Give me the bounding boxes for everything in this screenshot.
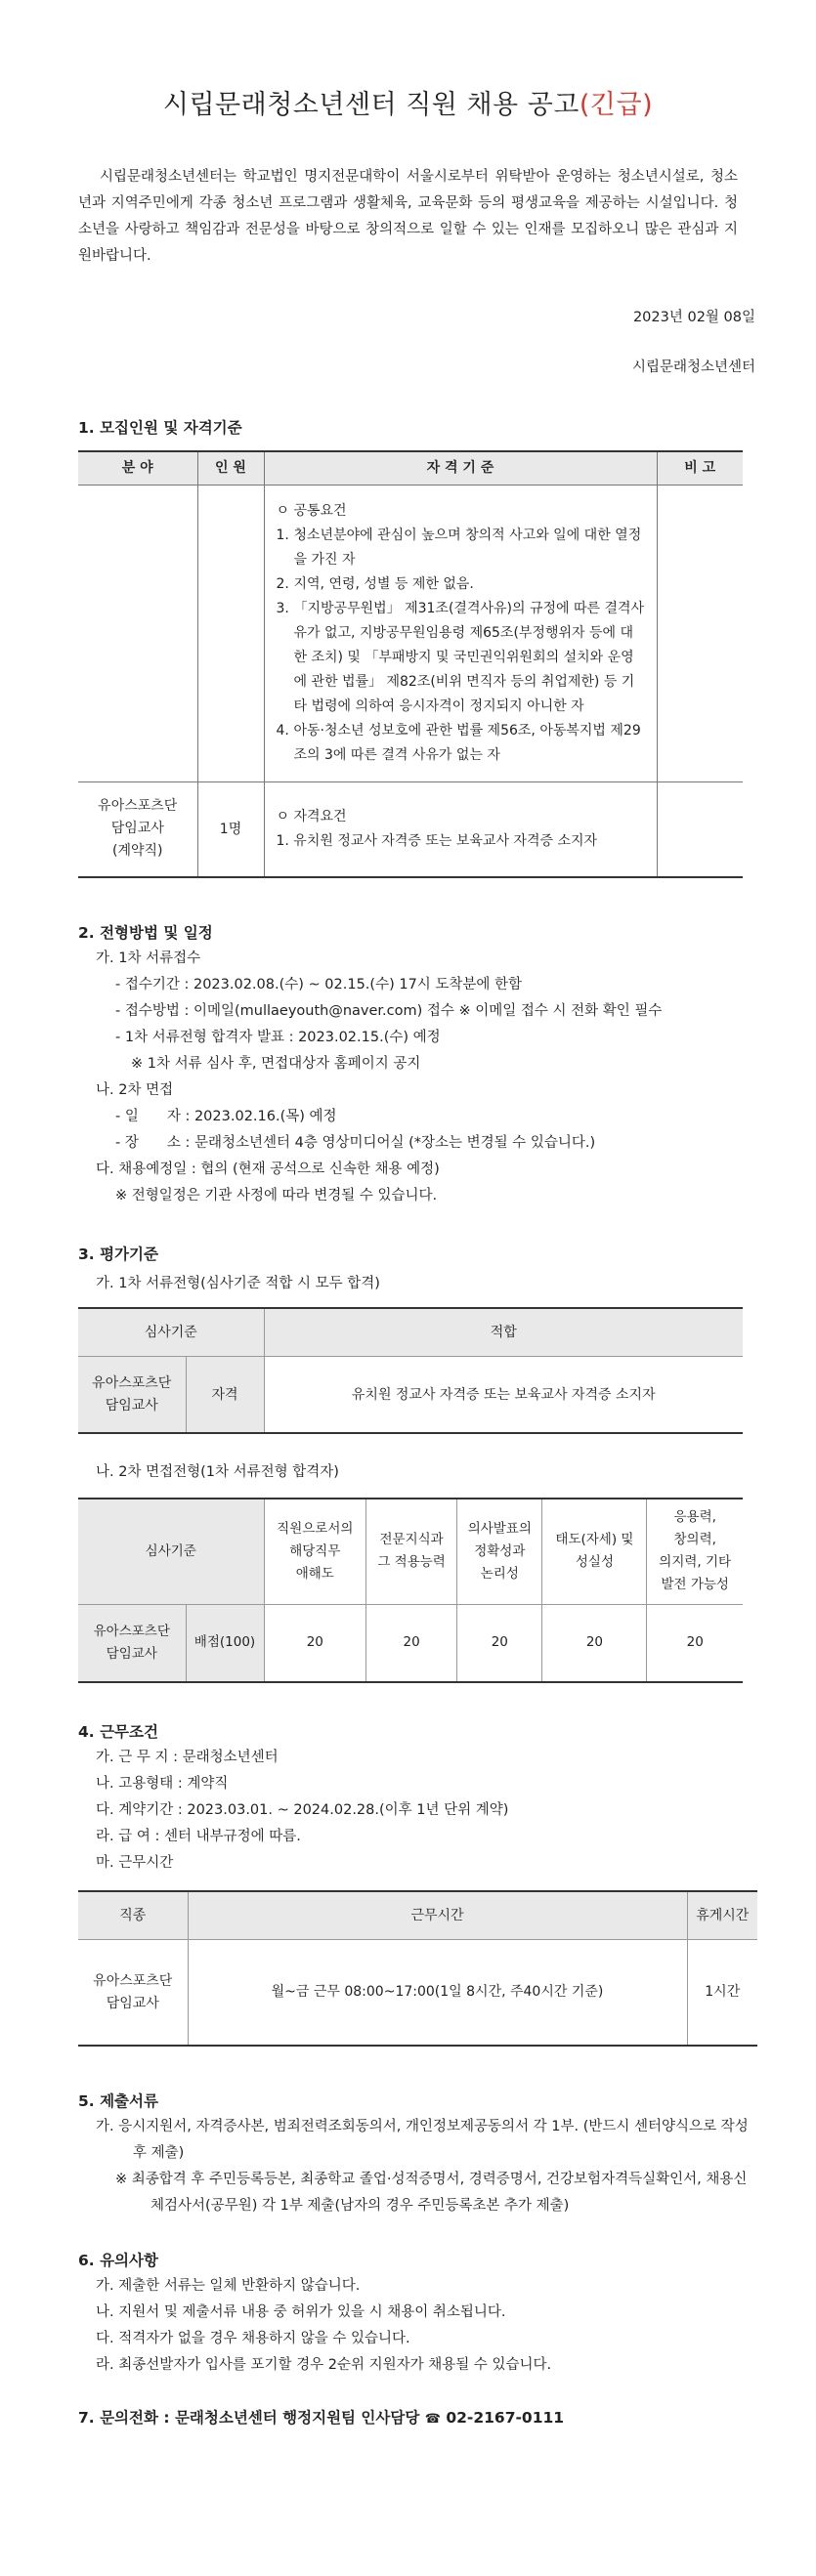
headcount: 1명 (197, 781, 264, 877)
schedule-line: - 접수기간 : 2023.02.08.(수) ~ 02.15.(수) 17시 도착분에 한함 (115, 976, 523, 992)
contact-phone: 02-2167-0111 (446, 2408, 565, 2427)
header-field: 분 야 (78, 451, 197, 485)
qualification-requirements (264, 781, 657, 877)
table-row (78, 1940, 757, 2046)
table-row (78, 1357, 743, 1433)
t4-head-job: 직종 (78, 1891, 188, 1940)
note-line: 나. 지원서 및 제출서류 내용 중 허위가 있을 시 채용이 취소됩니다. (96, 2303, 506, 2320)
schedule-line: - 일 자 : 2023.02.16.(목) 예정 (115, 1108, 337, 1124)
t2-head-criteria: 심사기준 (78, 1308, 264, 1357)
interview-screening-title: 나. 2차 면접전형(1차 서류전형 합격자) (96, 1463, 339, 1480)
section6-title: 6. 유의사항 (78, 2251, 158, 2269)
note-line: 가. 제출한 서류는 일체 반환하지 않습니다. (96, 2277, 361, 2294)
notes (96, 2273, 816, 2379)
header-criteria: 자 격 기 준 (264, 451, 657, 485)
work-hours-table (78, 1890, 757, 2047)
t4-head-break: 휴게시간 (687, 1891, 757, 1940)
title-main: 시립문래청소년센터 직원 채용 공고 (162, 90, 580, 120)
t2-qual-label: 자격 (186, 1357, 264, 1433)
t3-score-label: 배점(100) (186, 1604, 264, 1682)
section5-title: 5. 제출서류 (78, 2091, 158, 2110)
notice-org: 시립문래청소년센터 (631, 359, 755, 376)
work-conditions (96, 1745, 816, 1877)
t3-field: 유아스포츠단 담임교사 (78, 1604, 186, 1682)
t2-field: 유아스포츠단 담임교사 (78, 1357, 186, 1433)
t3-score-5: 20 (647, 1604, 743, 1682)
common-item (277, 719, 645, 768)
common-item-number: 2. (276, 575, 289, 592)
t3-score-4: 20 (542, 1604, 647, 1682)
document-screening-title: 가. 1차 서류전형(심사기준 적합 시 모두 합격) (96, 1275, 380, 1291)
t3-col-3: 의사발표의 정확성과 논리성 (457, 1499, 542, 1604)
field-name: 유아스포츠단 담임교사 (계약직) (78, 781, 197, 877)
section3-title: 3. 평가기준 (78, 1245, 158, 1263)
common-item-number: 4. (276, 722, 289, 739)
contact-label: 7. 문의전화 : 문래청소년센터 행정지원팀 인사담당 (78, 2408, 420, 2427)
table-header-row (78, 1308, 743, 1357)
notice-date: 2023년 02월 08일 (632, 310, 755, 325)
intro-paragraph: 시립문래청소년센터는 학교법인 명지전문대학이 서울시로부터 위탁받아 운영하는 청소년시설로, 청소년과 지역주민에게 각종 청소년 프로그램과 생활체육, 교육문화 등의 평생교육을 제공하는 시설입니다. 청소년을 사랑하고 책임감과 전문성을 바탕으로 창의적으로 일할 수 있는 인재를 모집하오니 많은 관심과 지원바랍니다. (78, 169, 738, 264)
schedule-line: - 1차 서류전형 합격자 발표 : 2023.02.15.(수) 예정 (115, 1029, 441, 1045)
schedule-line: 다. 채용예정일 : 협의 (현재 공석으로 신속한 채용 예정) (96, 1161, 440, 1177)
schedule-line: ※ 1차 서류 심사 후, 면접대상자 홈페이지 공지 (131, 1055, 421, 1072)
table-header-row (78, 1891, 757, 1940)
schedule-line: - 접수방법 : 이메일(mullaeyouth@naver.com) 접수 ※ 이메일 접수 시 전화 확인 필수 (115, 1002, 663, 1019)
table-header-row (78, 1499, 743, 1604)
t4-break: 1시간 (687, 1940, 757, 2046)
documents-note: ※ 최종합격 후 주민등록등본, 최종학교 졸업·성적증명서, 경력증명서, 건강보험자격득실확인서, 채용신체검사서(공무원) 각 1부 제출(남자의 경우 주민등록초본 추가 제출) (115, 2171, 748, 2214)
schedule-line: 가. 1차 서류접수 (96, 950, 201, 966)
common-items-list (277, 524, 645, 768)
table-row (78, 1604, 743, 1682)
section2-title: 2. 전형방법 및 일정 (78, 924, 213, 943)
work-condition-line: 마. 근무시간 (96, 1854, 174, 1871)
title-urgent: (긴급) (579, 90, 654, 120)
common-item-number: 3. (276, 600, 289, 616)
t4-head-hours: 근무시간 (188, 1891, 687, 1940)
schedule-line: ※ 전형일정은 기관 사정에 따라 변경될 수 있습니다. (115, 1187, 438, 1204)
documents-line: 가. 응시지원서, 자격증사본, 범죄전력조회동의서, 개인정보제공동의서 각 1부. (반드시 센터양식으로 작성 후 제출) (96, 2118, 749, 2161)
table-row (78, 781, 743, 877)
t4-hours: 월~금 근무 08:00~17:00(1일 8시간, 주40시간 기준) (188, 1940, 687, 2046)
common-item-text: 「지방공무원법」 제31조(결격사유)의 규정에 따른 결격사유가 없고, 지방공무원임용령 제65조(부정행위자 등에 대한 조치) 및 「부패방지 및 국민권익위원회의 설치와 운영에 관한 법률」 제82조(비위 면직자 등의 취업제한) 등 기타 법령에 의하여 응시자격이 정지되지 아니한 자 (293, 600, 645, 714)
t3-score-3: 20 (457, 1604, 542, 1682)
t3-score-2: 20 (366, 1604, 457, 1682)
schedule-line: 나. 2차 면접 (96, 1081, 174, 1098)
header-note: 비 고 (657, 451, 743, 485)
work-condition-line: 다. 계약기간 : 2023.03.01. ~ 2024.02.28.(이후 1년 단위 계약) (96, 1801, 509, 1818)
qualification-table (78, 450, 743, 878)
required-documents (96, 2114, 755, 2219)
page-title (0, 0, 816, 127)
common-item-text: 아동·청소년 성보호에 관한 법률 제56조, 아동복지법 제29조의 3에 따른 결격 사유가 없는 자 (293, 722, 641, 763)
section1-title: 1. 모집인원 및 자격기준 (78, 419, 242, 438)
header-count: 인 원 (197, 451, 264, 485)
common-item-text: 청소년분야에 관심이 높으며 창의적 사고와 일에 대한 열정을 가진 자 (293, 527, 642, 568)
t3-score-1: 20 (264, 1604, 366, 1682)
t4-job: 유아스포츠단 담임교사 (78, 1940, 188, 2046)
note-line: 라. 최종선발자가 입사를 포기할 경우 2순위 지원자가 채용될 수 있습니다. (96, 2356, 552, 2373)
common-title: ㅇ 공통요건 (276, 502, 347, 519)
work-condition-line: 나. 고용형태 : 계약직 (96, 1775, 229, 1792)
qual-title: ㅇ 자격요건 (276, 808, 347, 824)
common-requirements (264, 485, 657, 781)
common-item (277, 572, 645, 597)
document-screening-table (78, 1307, 743, 1434)
common-item (277, 524, 645, 572)
t2-qual-value: 유치원 정교사 자격증 또는 보육교사 자격증 소지자 (264, 1357, 743, 1433)
t3-head-criteria: 심사기준 (78, 1499, 264, 1604)
schedule-line: - 장 소 : 문래청소년센터 4층 영상미디어실 (*장소는 변경될 수 있습니다.) (115, 1134, 596, 1151)
qual-item: 1. 유치원 정교사 자격증 또는 보육교사 자격증 소지자 (276, 832, 598, 849)
interview-screening-table (78, 1498, 743, 1683)
contact-line (78, 2406, 816, 2430)
t3-col-4: 태도(자세) 및 성실성 (542, 1499, 647, 1604)
table-row (78, 485, 743, 781)
t3-col-1: 직원으로서의 해당직무 애해도 (264, 1499, 366, 1604)
t3-col-2: 전문지식과 그 적용능력 (366, 1499, 457, 1604)
work-condition-line: 라. 급 여 : 센터 내부규정에 따름. (96, 1828, 301, 1844)
t2-head-fit: 적합 (264, 1308, 743, 1357)
t3-col-5: 응용력, 창의력, 의지력, 기타 발전 가능성 (647, 1499, 743, 1604)
section4-title: 4. 근무조건 (78, 1723, 158, 1742)
note-line: 다. 적격자가 없을 경우 채용하지 않을 수 있습니다. (96, 2330, 410, 2346)
common-item (277, 597, 645, 719)
phone-icon: ☎ (424, 2411, 441, 2427)
common-item-text: 지역, 연령, 성별 등 제한 없음. (293, 575, 474, 592)
table-header-row (78, 451, 743, 485)
work-condition-line: 가. 근 무 지 : 문래청소년센터 (96, 1749, 279, 1765)
common-item-number: 1. (276, 527, 289, 543)
process-schedule (96, 946, 816, 1209)
